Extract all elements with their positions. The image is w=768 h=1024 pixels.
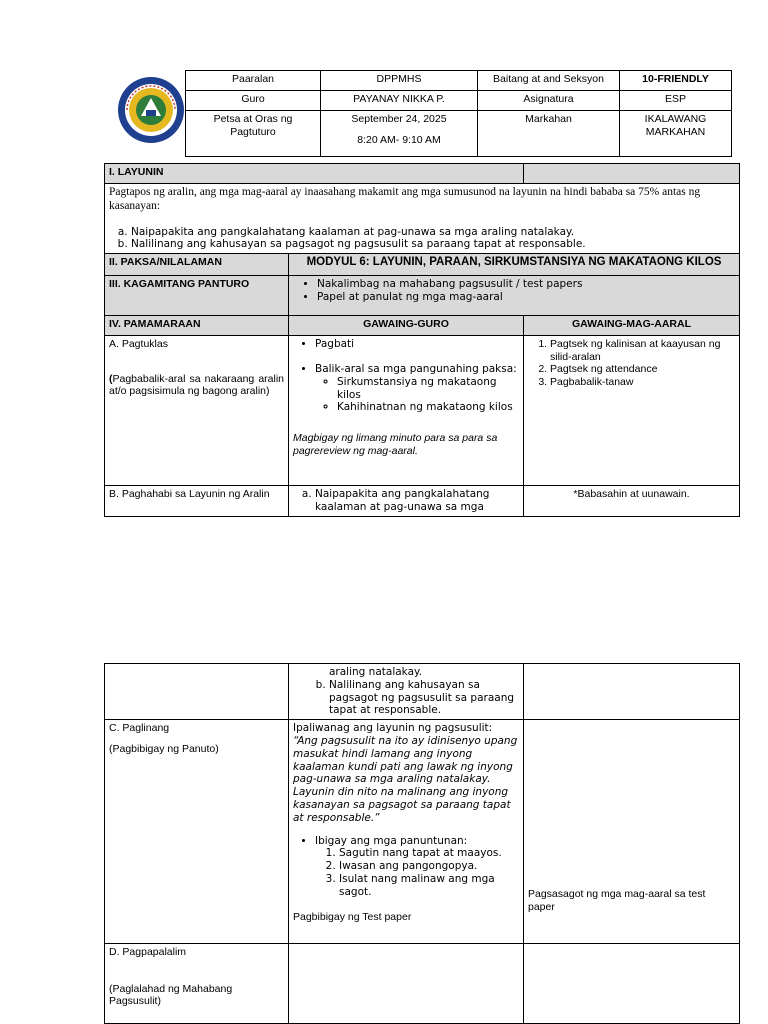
pagtuklas-note <box>109 373 284 398</box>
layunin-body <box>105 184 740 254</box>
list-item: 1. Pagtsek ng kalinisan at kaayusan ng silid-aralan <box>550 338 735 363</box>
paglinang-bullet-list <box>293 835 519 899</box>
list-item: ◦ Kahihinatnan ng makataong kilos <box>337 401 519 414</box>
label-markahan: Markahan <box>478 111 620 157</box>
list-item: 3. Isulat nang malinaw ang mga sagot. <box>339 873 519 899</box>
main-table-continued <box>104 663 740 1024</box>
pagpapalalim-sub: (Paglalahad ng Mahabang Pagsusulit) <box>109 982 233 1008</box>
paglinang-aaral <box>524 720 740 944</box>
pamamaraan-heading: IV. PAMAMARAAN <box>105 316 289 336</box>
label-asignatura: Asignatura <box>478 91 620 111</box>
pagpapalalim-cell <box>105 944 289 1024</box>
paglinang-title: C. Paglinang <box>109 722 170 735</box>
list-item: • Nakalimbag na mahabang pagsusulit / test papers <box>317 278 735 291</box>
list-item <box>315 835 519 899</box>
paglinang-sub: (Pagbibigay ng Panuto) <box>109 742 219 755</box>
value-markahan: IKALAWANG MARKAHAN <box>620 111 732 157</box>
pagtuklas-sub-list <box>315 376 519 414</box>
paghahabi-aaral: *Babasahin at uunawain. <box>524 486 740 517</box>
paghahabi-title: B. Paghahabi sa Layunin ng Aralin <box>105 486 289 517</box>
layunin-list <box>109 226 735 252</box>
paghahabi-cont-list <box>293 679 519 717</box>
pagtuklas-guro-list <box>293 338 519 414</box>
paglinang-aaral-text: Pagsasagot ng mga mag-aaral sa test paper <box>528 888 706 913</box>
pagtuklas-cell <box>105 336 289 486</box>
paghahabi-cont-aaral <box>524 664 740 720</box>
list-item: a. Naipapakita ang pangkalahatang kaalaman at pag-unawa sa mga <box>315 488 519 514</box>
list-item: 2. Iwasan ang pangongopya. <box>339 860 519 873</box>
school-seal-icon <box>117 76 185 144</box>
list-item <box>315 363 519 414</box>
main-table <box>104 163 740 517</box>
header-table <box>185 70 732 157</box>
value-petsa <box>321 111 478 157</box>
paglinang-intro: Ipaliwanag ang layunin ng pagsusulit: <box>293 722 493 735</box>
col-gawaing-mag-aaral: GAWAING-MAG-AARAL <box>524 316 740 336</box>
value-asignatura: ESP <box>620 91 732 111</box>
label-baitang: Baitang at and Seksyon <box>478 71 620 91</box>
paghahabi-list <box>293 488 519 514</box>
col-gawaing-guro: GAWAING-GURO <box>289 316 524 336</box>
paghahabi-cont-text: araling natalakay. <box>329 666 423 678</box>
pagtuklas-aaral-list <box>528 338 735 388</box>
paglinang-rules <box>315 847 519 898</box>
paglinang-cell <box>105 720 289 944</box>
kagamitan-heading: III. KAGAMITANG PANTURO <box>105 276 289 316</box>
pagtuklas-title: A. Pagtuklas <box>109 338 168 351</box>
lesson-time: 8:20 AM- 9:10 AM <box>357 133 441 146</box>
layunin-intro: Pagtapos ng aralin, ang mga mag-aaral ay inaasahang makamit ang mga sumusunod na layunin na hindi bababa sa 75% antas ng kasanayan: <box>109 186 701 212</box>
list-item: b. Nalilinang ang kahusayan sa pagsagot ng pagsusulit sa paraang tapat at responsable. <box>329 679 519 717</box>
list-item: • Pagbati <box>315 338 519 351</box>
paksa-heading: II. PAKSA/NILALAMAN <box>105 254 289 276</box>
list-item: 3. Pagbabalik-tanaw <box>550 376 735 389</box>
paghahabi-guro <box>289 486 524 517</box>
lesson-date: September 24, 2025 <box>351 113 447 125</box>
paksa-value: MODYUL 6: LAYUNIN, PARAAN, SIRKUMSTANSIYA NG MAKATAONG KILOS <box>289 254 740 276</box>
pagpapalalim-guro <box>289 944 524 1024</box>
pagtuklas-guro-note: Magbigay ng limang minuto para sa para sa pagrereview ng mag-aaral. <box>293 432 498 457</box>
paghahabi-cont-blank <box>105 664 289 720</box>
pagpapalalim-title: D. Pagpapalalim <box>109 946 187 959</box>
kagamitan-body <box>289 276 740 316</box>
value-baitang: 10-FRIENDLY <box>620 71 732 91</box>
list-item: 2. Pagtsek ng attendance <box>550 363 735 376</box>
list-item: 1. Sagutin nang tapat at maayos. <box>339 847 519 860</box>
pagpapalalim-aaral <box>524 944 740 1024</box>
list-item: a. Naipapakita ang pangkalahatang kaalaman at pag-unawa sa mga araling natalakay. <box>131 226 735 239</box>
list-item-label: Ibigay ang mga panuntunan: <box>315 834 468 847</box>
list-item-label: Balik-aral sa mga pangunahing paksa: <box>315 362 517 375</box>
list-item: • Papel at panulat ng mga mag-aaral <box>317 291 735 304</box>
paren-open: ( <box>109 372 113 385</box>
label-paaralan: Paaralan <box>186 71 321 91</box>
list-item: b. Nalilinang ang kahusayan sa pagsagot ng pagsusulit sa paraang tapat at responsable. <box>131 238 735 251</box>
label-petsa: Petsa at Oras ng Pagtuturo <box>186 111 321 157</box>
pagtuklas-guro <box>289 336 524 486</box>
value-guro: PAYANAY NIKKA P. <box>321 91 478 111</box>
pagtuklas-note-text: Pagbabalik-aral sa nakaraang aralin at/o pagsisimula ng bagong aralin) <box>109 372 284 398</box>
paglinang-guro <box>289 720 524 944</box>
list-item: ◦ Sirkumstansiya ng makataong kilos <box>337 376 519 402</box>
layunin-heading: I. LAYUNIN <box>105 164 524 184</box>
kagamitan-list <box>293 278 735 304</box>
paglinang-closing: Pagbibigay ng Test paper <box>293 910 412 923</box>
value-paaralan: DPPMHS <box>321 71 478 91</box>
layunin-blank <box>524 164 740 184</box>
pagtuklas-aaral <box>524 336 740 486</box>
paglinang-quote: “Ang pagsusulit na ito ay idinisenyo upang masukat hindi lamang ang inyong kaalaman kundi pati ang lawak ng inyong pag-unawa sa mga araling natalakay. Layunin din nito na malinang ang inyong kasanayan sa pagsagot sa paraang tapat at responsable.” <box>293 734 518 824</box>
label-guro: Guro <box>186 91 321 111</box>
paghahabi-cont-guro <box>289 664 524 720</box>
